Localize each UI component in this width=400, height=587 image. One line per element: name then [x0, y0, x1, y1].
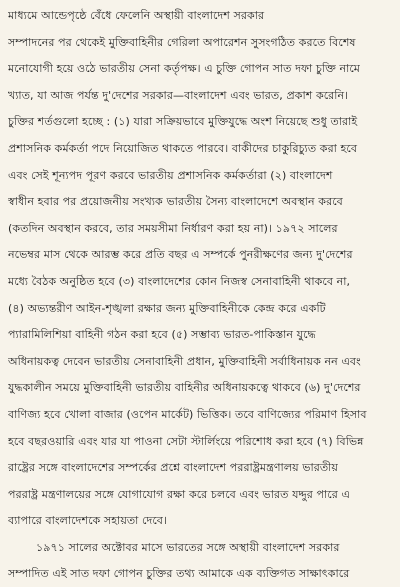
text-line: ব্যাপারে বাংলাদেশকে সহায়তা দেবে। — [8, 514, 168, 528]
text-line: যুদ্ধকালীন সময়ে মুক্তিবাহিনী ভারতীয় বাহিনীর অধিনায়কত্বে থাকবে (৬) দু'দেশের — [8, 381, 361, 395]
text-line: বাণিজ্য হবে খোলা বাজার (ওপেন মার্কেট) ভিত্তিক। তবে বাণিজ্যের পরিমাণ হিসাব — [8, 407, 367, 421]
text-line: মাধ্যমে আন্ডেপৃষ্ঠে বেঁধে ফেলেনি অস্থায়ী বাংলাদেশ সরকার — [8, 9, 265, 22]
text-line: রাষ্ট্রের সঙ্গে বাংলাদেশের সম্পর্কের প্রশ্নে বাংলাদেশ পররাষ্ট্রমন্ত্রণালয় ভারতীয় — [8, 461, 339, 475]
text-line: খ্যাত, যা আজ পর্যন্ত দু'দেশের সরকার—বাংলাদেশ এবং ভারত, প্রকাশ করেনি। — [8, 88, 349, 102]
text-line: এবং সেই শূন্যপদ পূরণ করবে ভারতীয় প্রশাসনিক কর্মকর্তারা (২) বাংলাদেশ — [8, 168, 333, 182]
text-line: চুক্তির শর্তগুলো হচ্ছে : (১) যারা সক্রিয়ভাবে মুক্তিযুদ্ধে অংশ নিয়েছে শুধু তারাই — [8, 115, 358, 129]
text-line: সম্পাদনের পর থেকেই মুক্তিবাহিনীর গেরিলা অপারেশন সুসংগঠিত করতে বিশেষ — [8, 35, 356, 49]
text-line: স্বাধীন হবার পর প্রয়োজনীয় সংখ্যক ভারতীয় সৈন্য বাংলাদেশে অবস্থান করবে — [8, 195, 343, 209]
text-line: প্যারামিলিশিয়া বাহিনী গঠন করা হবে (৫) সম্ভাব্য ভারত-পাকিস্তান যুদ্ধে — [8, 328, 316, 342]
text-line: মনোযোগী হয়ে ওঠে ভারতীয় সেনা কর্তৃপক্ষ। এ চুক্তি গোপন সাত দফা চুক্তি নামে — [8, 62, 360, 76]
text-line: (৪) অভ্যন্তরীণ আইন-শৃঙ্খলা রক্ষার জন্য মুক্তিবাহিনীকে কেন্দ্র করে একটি — [8, 301, 326, 315]
text-line: সম্পাদিত এই সাত দফা গোপন চুক্তির তথ্য আমাকে এক ব্যক্তিগত সাক্ষাৎকারে — [8, 567, 350, 581]
text-line: হবে বছরওয়ারি এবং যার যা পাওনা সেটা স্টার্লিংয়ে পরিশোধ করা হবে (৭) বিভিন্ন — [8, 434, 364, 448]
text-line: মধ্যে বৈঠক অনুষ্ঠিত হবে (৩) বাংলাদেশের কোন নিজস্ব সেনাবাহিনী থাকবে না, — [8, 274, 351, 288]
text-line: প্রশাসনিক কর্মকর্তা পদে নিয়োজিত থাকতে পারবে। বাকীদের চাকুরিচ্যুত করা হবে — [8, 141, 358, 155]
text-line: (কতদিন অবস্থান করবে, তার সময়সীমা নির্ধারণ করা হয় না)। ১৯৭২ সালের — [8, 221, 338, 235]
text-line: নভেম্বর মাস থেকে আরম্ভ করে প্রতি বছর এ সম্পর্কে পুনরীক্ষণের জন্য দু'দেশের — [8, 248, 353, 262]
paragraph-start-line: ১৯৭১ সালের অক্টোবর মাসে ভারতের সঙ্গে অস্থায়ী বাংলাদেশ সরকার — [36, 540, 340, 554]
text-line: পররাষ্ট্র মন্ত্রণালয়ের সঙ্গে যোগাযোগ রক্ষা করে চলবে এবং ভারত যদ্দুর পারে এ — [8, 487, 350, 501]
text-line: অধিনায়কত্ব দেবেন ভারতীয় সেনাবাহিনী প্রধান, মুক্তিবাহিনী সর্বাধিনায়ক নন এবং — [8, 354, 361, 368]
